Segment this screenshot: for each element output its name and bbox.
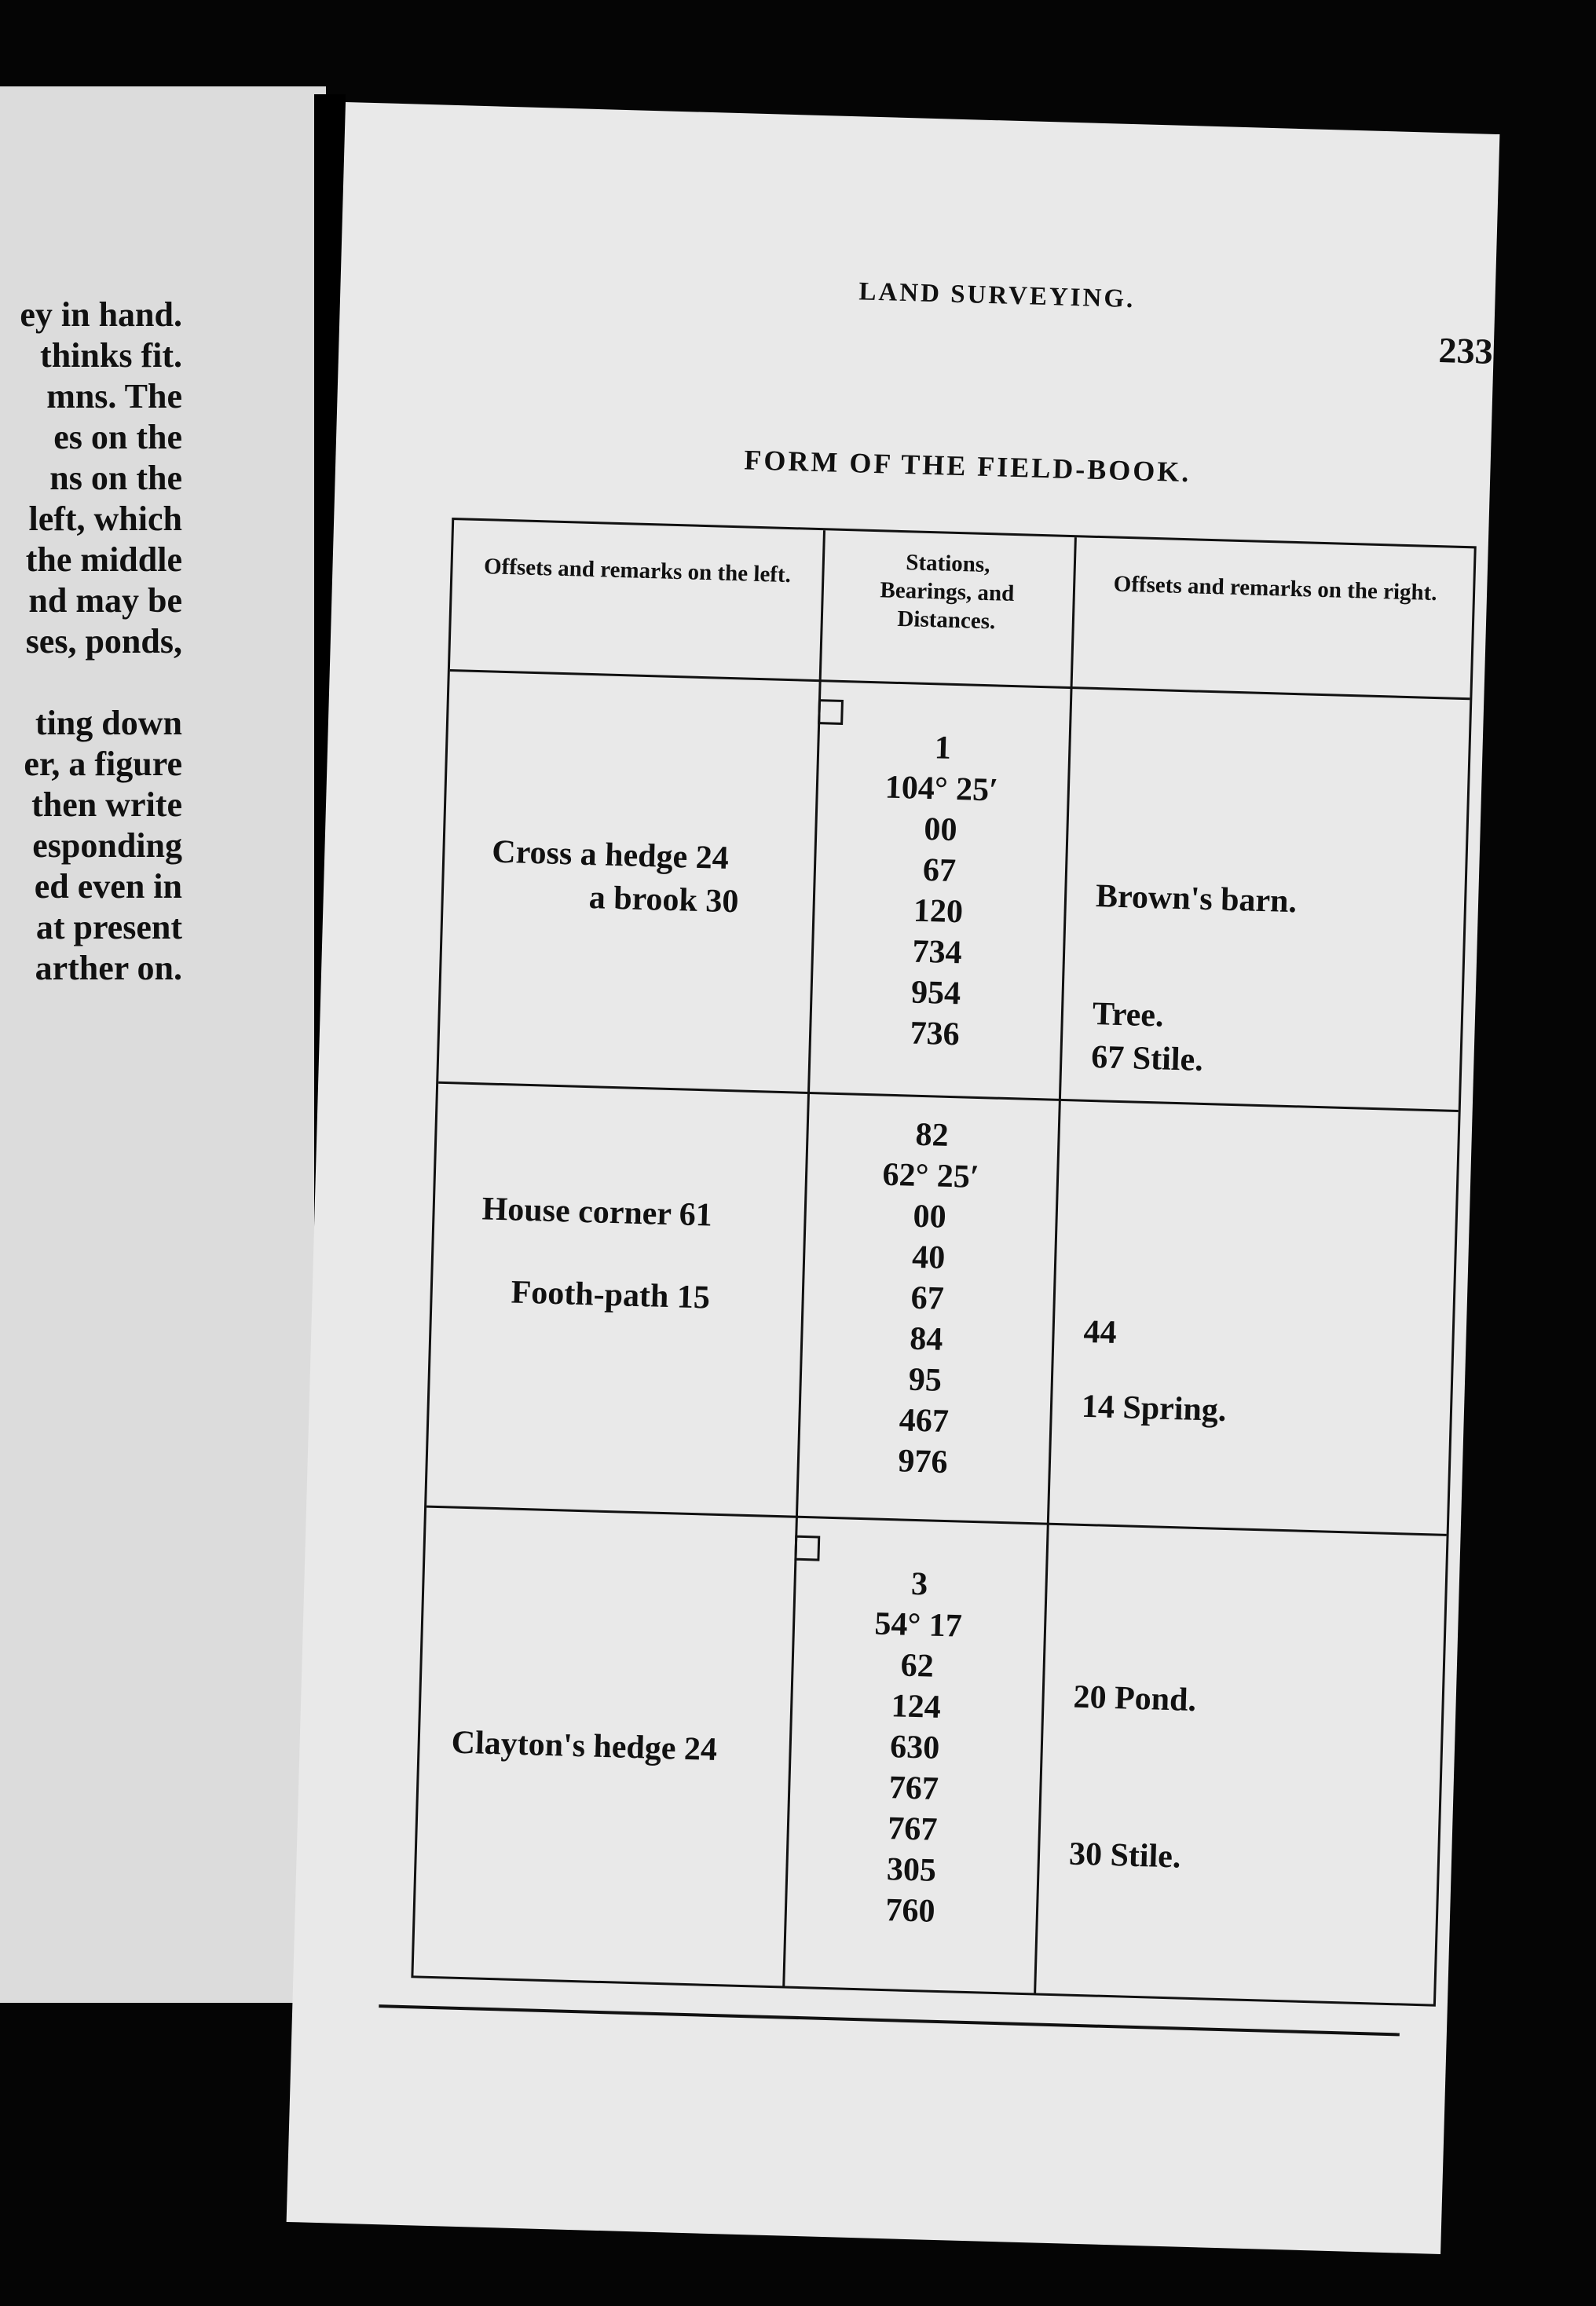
right-remark: 44 [1083, 1313, 1118, 1352]
header-right: Offsets and remarks on the right. [1113, 571, 1437, 606]
station-value: 767 [888, 1770, 939, 1807]
station-value: 84 [909, 1320, 943, 1358]
facing-page-line [0, 662, 314, 703]
facing-page-line: mns. The [46, 377, 182, 415]
station-column-2 [796, 1111, 1058, 1486]
left-remark: Cross a hedge 24 [491, 833, 730, 877]
facing-page-line: thinks fit. [40, 336, 182, 375]
facing-page-line: er, a figure [24, 745, 182, 783]
station-value: 95 [908, 1361, 943, 1399]
right-remark: 20 Pond. [1073, 1678, 1197, 1719]
facing-page-line: then write [31, 785, 182, 824]
right-remark: 30 Stile. [1068, 1836, 1181, 1876]
station-value: 67 [922, 851, 957, 890]
header-left: Offsets and remarks on the left. [483, 554, 792, 588]
station-row [793, 1536, 1046, 1609]
right-remark: 67 Stile. [1090, 1038, 1204, 1078]
left-remark: House corner 61 [481, 1191, 713, 1234]
facing-page-line: ey in hand. [20, 295, 182, 334]
left-remark: a brook 30 [588, 880, 740, 921]
facing-page-line: left, which [28, 500, 182, 538]
running-head: LAND SURVEYING. [858, 277, 1136, 314]
station-value: 62° 25′ [881, 1156, 980, 1196]
station-number: 1 [934, 730, 952, 767]
facing-page-line: es on the [53, 418, 182, 456]
header-middle: Stations, Bearings, and Distances. [880, 550, 1015, 635]
table-title: FORM OF THE FIELD-BOOK. [743, 444, 1192, 489]
station-square-icon [794, 1536, 820, 1561]
station-value: 00 [923, 811, 958, 849]
page-number: 233 [1438, 329, 1494, 372]
facing-page-line: the middle [25, 540, 182, 579]
station-value: 954 [910, 974, 961, 1012]
facing-page-line: ses, ponds, [25, 622, 182, 661]
station-value: 734 [911, 933, 963, 972]
station-value: 767 [887, 1810, 939, 1848]
facing-page-left [0, 86, 326, 2003]
station-value: 67 [910, 1279, 945, 1317]
station-value: 40 [911, 1239, 946, 1276]
station-value: 00 [913, 1198, 947, 1235]
facing-page-line: nd may be [28, 581, 182, 620]
station-row [817, 699, 1070, 772]
station-value: 760 [884, 1892, 936, 1930]
facing-page-line: ting down [35, 704, 182, 742]
station-number: 3 [910, 1565, 928, 1603]
station-value: 82 [914, 1116, 950, 1154]
station-value: 630 [889, 1729, 940, 1766]
facing-page-line: ns on the [49, 459, 182, 497]
facing-page-text [0, 295, 314, 989]
station-value: 62 [900, 1647, 935, 1685]
field-book-table [411, 518, 1476, 2007]
right-remark: Brown's barn. [1095, 878, 1298, 921]
right-remark: 14 Spring. [1081, 1388, 1227, 1429]
bottom-rule [379, 2004, 1400, 2036]
left-remark: Footh-path 15 [511, 1274, 711, 1316]
station-column-3 [784, 1536, 1046, 1935]
book-page [287, 102, 1500, 2254]
station-column-1 [809, 699, 1070, 1058]
left-remark: Clayton's hedge 24 [451, 1724, 718, 1769]
station-value: 305 [886, 1851, 937, 1889]
right-remark: Tree. [1092, 996, 1165, 1034]
facing-page-line: at present [35, 908, 182, 946]
station-value: 736 [910, 1015, 961, 1053]
station-value: 467 [899, 1402, 950, 1440]
section-divider [438, 1082, 1459, 1112]
station-value: 104° 25′ [884, 769, 999, 809]
station-value: 976 [897, 1443, 949, 1481]
station-value: 54° 17 [873, 1605, 963, 1645]
station-value: 124 [891, 1688, 942, 1726]
station-value: 120 [913, 892, 964, 931]
facing-page-line: ed even in [34, 867, 182, 906]
facing-page-line: arther on. [35, 949, 182, 987]
facing-page-line: esponding [32, 826, 182, 865]
section-divider [426, 1506, 1447, 1536]
header-divider [450, 669, 1470, 700]
station-square-icon [818, 699, 844, 725]
